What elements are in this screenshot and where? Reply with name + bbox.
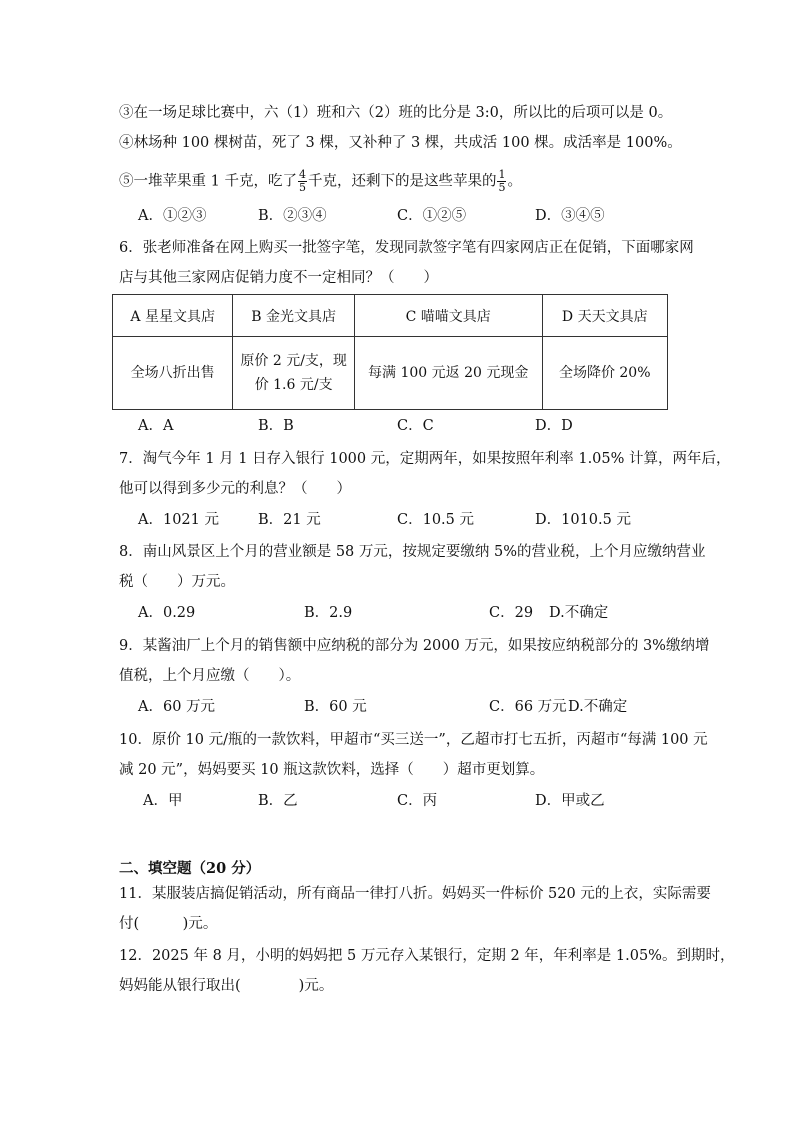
fraction-numerator: 1	[498, 168, 506, 181]
q10-option-c[interactable]: C．丙	[397, 793, 438, 809]
fraction-denominator: 5	[298, 181, 306, 194]
q5-option-b[interactable]: B．②③④	[258, 208, 327, 224]
fraction-four-fifths	[298, 169, 307, 194]
q8-stem-line1: 8．南山风景区上个月的营业额是 58 万元，按规定要缴纳 5%的营业税，上个月应缴纳营业	[119, 544, 706, 560]
statement-5-part-b: 千克，还剩下的是这些苹果的	[307, 173, 497, 190]
statement-4: ④林场种 100 棵树苗，死了 3 棵，又补种了 3 棵，共成活 100 棵。成活率是 100%。	[119, 135, 682, 151]
q9-option-c[interactable]: C．66 万元	[489, 699, 567, 715]
table-cell-line: 原价 2 元/支，现	[240, 353, 347, 369]
q5-option-d[interactable]: D．③④⑤	[535, 208, 605, 224]
shops-table	[112, 294, 668, 410]
q5-option-a[interactable]: A．①②③	[138, 208, 207, 224]
table-cell: 全场八折出售	[113, 337, 233, 410]
q9-stem-line1: 9．某酱油厂上个月的销售额中应纳税的部分为 2000 万元，如果按应纳税部分的 3%缴纳增	[119, 638, 710, 654]
q6-option-d[interactable]: D．D	[535, 418, 573, 434]
table-header-cell: C 喵喵文具店	[354, 295, 542, 337]
q10-option-b[interactable]: B．乙	[258, 793, 298, 809]
fraction-one-fifth	[497, 169, 506, 194]
q7-stem-line1: 7．淘气今年 1 月 1 日存入银行 1000 元，定期两年，如果按照年利率 1.05% 计算，两年后，	[119, 451, 731, 467]
q8-option-d[interactable]: D.不确定	[549, 605, 609, 621]
q8-stem-line2: 税（ ）万元。	[119, 574, 235, 590]
q7-option-a[interactable]: A．1021 元	[138, 512, 219, 528]
statement-5-part-a: ⑤一堆苹果重 1 千克，吃了	[119, 173, 297, 190]
q8-option-c[interactable]: C．29	[489, 605, 534, 621]
q10-option-d[interactable]: D．甲或乙	[535, 793, 605, 809]
table-cell-line: 价 1.6 元/支	[254, 377, 333, 393]
table-header-cell: B 金光文具店	[233, 295, 355, 337]
statement-5	[119, 169, 522, 194]
fraction-numerator: 4	[298, 168, 306, 181]
q6-option-a[interactable]: A．A	[138, 418, 174, 434]
table-cell: 全场降价 20%	[542, 337, 668, 410]
q10-stem-line2: 减 20 元”，妈妈要买 10 瓶这款饮料，选择（ ）超市更划算。	[119, 762, 545, 778]
q9-option-a[interactable]: A．60 万元	[138, 699, 216, 715]
q5-option-c[interactable]: C．①②⑤	[397, 208, 467, 224]
q6-stem-line2: 店与其他三家网店促销力度不一定相同？（ ）	[119, 270, 438, 286]
q6-option-c[interactable]: C．C	[397, 418, 434, 434]
table-header-cell: D 天天文具店	[542, 295, 668, 337]
q11-stem-line2: 付( )元。	[119, 916, 218, 932]
table-cell: 每满 100 元返 20 元现金	[354, 337, 542, 410]
q9-option-d[interactable]: D.不确定	[568, 699, 628, 715]
q11-stem-line1: 11．某服装店搞促销活动，所有商品一律打八折。妈妈买一件标价 520 元的上衣，实际需要	[119, 886, 711, 902]
q7-option-c[interactable]: C．10.5 元	[397, 512, 474, 528]
q9-stem-line2: 值税，上个月应缴（ ）。	[119, 668, 301, 684]
q10-stem-line1: 10．原价 10 元/瓶的一款饮料，甲超市“买三送一”，乙超市打七五折，丙超市“每满 100 元	[119, 732, 708, 748]
q8-option-b[interactable]: B．2.9	[304, 605, 353, 621]
q6-stem-line1: 6．张老师准备在网上购买一批签字笔，发现同款签字笔有四家网店正在促销，下面哪家网	[119, 240, 694, 256]
table-cell	[233, 337, 355, 410]
section-title: 二、填空题（20 分）	[119, 860, 261, 877]
q12-stem-line1: 12．2025 年 8 月，小明的妈妈把 5 万元存入某银行，定期 2 年，年利率是 1.05%。到期时，	[119, 948, 735, 964]
statement-3: ③在一场足球比赛中，六（1）班和六（2）班的比分是 3:0，所以比的后项可以是 0。	[119, 105, 673, 121]
q7-stem-line2: 他可以得到多少元的利息？（ ）	[119, 481, 351, 497]
q8-option-a[interactable]: A．0.29	[138, 605, 196, 621]
q9-option-b[interactable]: B．60 元	[304, 699, 367, 715]
q6-option-b[interactable]: B．B	[258, 418, 294, 434]
table-row	[113, 337, 668, 410]
table-header-row	[113, 295, 668, 337]
q12-stem-line2: 妈妈能从银行取出( )元。	[119, 978, 334, 994]
statement-5-part-c: 。	[507, 173, 522, 190]
table-header-cell: A 星星文具店	[113, 295, 233, 337]
q7-option-b[interactable]: B．21 元	[258, 512, 321, 528]
q10-option-a[interactable]: A．甲	[143, 793, 183, 809]
q7-option-d[interactable]: D．1010.5 元	[535, 512, 631, 528]
fraction-denominator: 5	[498, 181, 506, 194]
